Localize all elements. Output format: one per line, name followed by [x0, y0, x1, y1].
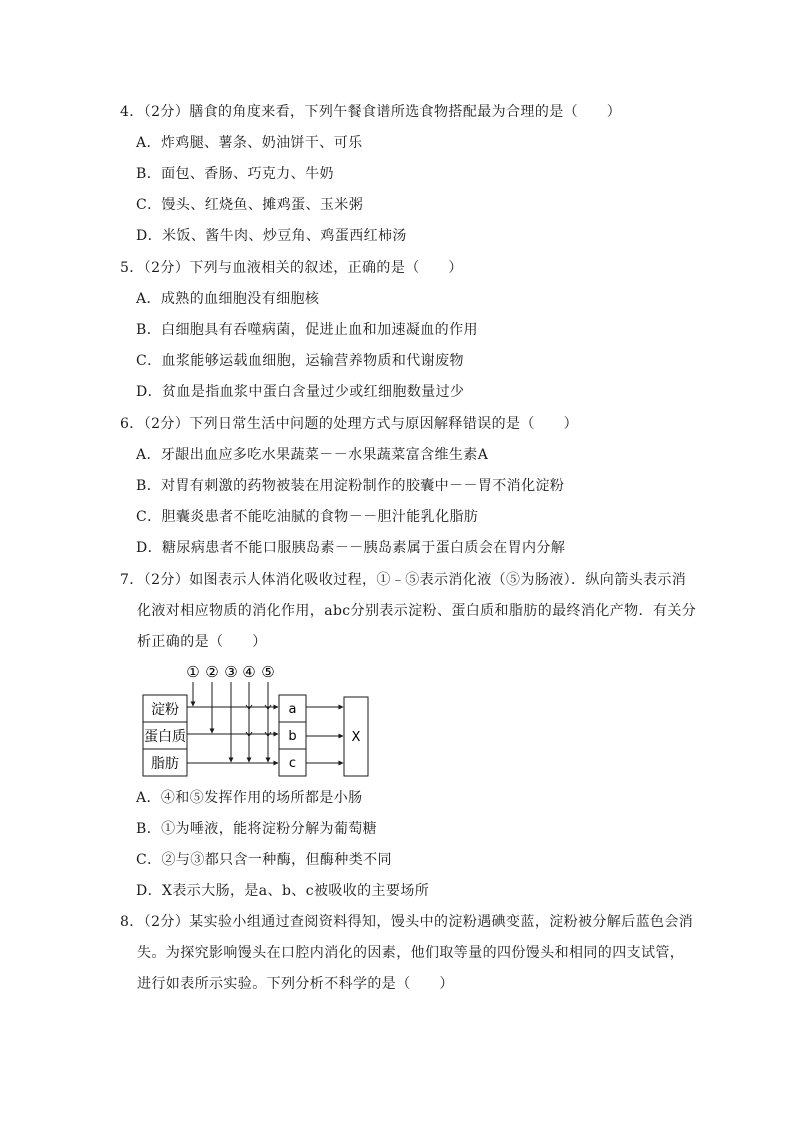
- question-5-option-d: D．贫血是指血浆中蛋白含量过少或红细胞数量过少: [136, 384, 465, 400]
- product-c: c: [288, 756, 297, 771]
- question-6-stem: 6．（2分）下列日常生活中问题的处理方式与原因解释错误的是（ ）: [120, 416, 579, 432]
- question-4-option-b: B．面包、香肠、巧克力、牛奶: [136, 166, 334, 182]
- question-7-option-c: C．②与③都只含一种酶，但酶种类不同: [136, 852, 392, 868]
- question-4-option-d: D．米饭、酱牛肉、炒豆角、鸡蛋西红柿汤: [136, 228, 407, 244]
- question-4-option-a: A．炸鸡腿、薯条、奶油饼干、可乐: [136, 135, 363, 151]
- product-a: a: [288, 702, 297, 717]
- question-7-stem-line-2: 化液对相应物质的消化作用，abc分别表示淀粉、蛋白质和脂肪的最终消化产物．有关分: [137, 603, 697, 619]
- question-4-stem: 4．（2分）膳食的角度来看，下列午餐食谱所选食物搭配最为合理的是（ ）: [120, 104, 622, 120]
- juice-label-4: ④: [242, 663, 256, 681]
- substance-fat: 脂肪: [151, 756, 179, 772]
- question-7-option-b: B．①为唾液，能将淀粉分解为葡萄糖: [136, 821, 378, 837]
- substance-protein: 蛋白质: [144, 729, 186, 745]
- digestion-diagram: [140, 662, 380, 780]
- substance-starch: 淀粉: [151, 702, 179, 718]
- question-7-stem-line-3: 析正确的是（ ）: [137, 634, 267, 650]
- question-6-option-a: A．牙龈出血应多吃水果蔬菜－－水果蔬菜富含维生素A: [136, 447, 489, 463]
- question-8-stem-line-1: 8．（2分）某实验小组通过查阅资料得知，馒头中的淀粉遇碘变蓝，淀粉被分解后蓝色会消: [120, 914, 694, 930]
- juice-label-3: ③: [224, 663, 238, 681]
- juice-label-2: ②: [205, 663, 219, 681]
- question-5-stem: 5．（2分）下列与血液相关的叙述，正确的是（ ）: [120, 260, 463, 276]
- question-5-option-c: C．血浆能够运载血细胞，运输营养物质和代谢废物: [136, 353, 464, 369]
- question-5-option-a: A．成熟的血细胞没有细胞核: [136, 291, 320, 307]
- juice-label-5: ⑤: [261, 663, 275, 681]
- question-6-option-b: B．对胃有刺激的药物被装在用淀粉制作的胶囊中－－胃不消化淀粉: [136, 478, 565, 494]
- destination-label: X: [351, 730, 361, 745]
- question-8-stem-line-2: 失。为探究影响馒头在口腔内消化的因素，他们取等量的四份馒头和相同的四支试管，: [137, 945, 685, 961]
- question-7-option-a: A．④和⑤发挥作用的场所都是小肠: [136, 790, 363, 806]
- juice-label-1: ①: [186, 663, 200, 681]
- question-5-option-b: B．白细胞具有吞噬病菌，促进止血和加速凝血的作用: [136, 322, 478, 338]
- question-6-option-c: C．胆囊炎患者不能吃油腻的食物－－胆汁能乳化脂肪: [136, 509, 479, 525]
- question-4-option-c: C．馒头、红烧鱼、摊鸡蛋、玉米粥: [136, 197, 364, 213]
- question-7-stem-line-1: 7．（2分）如图表示人体消化吸收过程，①﹣⑤表示消化液（⑤为肠液）．纵向箭头表示消: [120, 572, 687, 588]
- question-7-option-d: D．X表示大肠，是a、b、c被吸收的主要场所: [136, 883, 430, 899]
- product-b: b: [288, 729, 297, 744]
- question-8-stem-line-3: 进行如表所示实验。下列分析不科学的是（ ）: [137, 976, 454, 992]
- question-6-option-d: D．糖尿病患者不能口服胰岛素－－胰岛素属于蛋白质会在胃内分解: [136, 540, 566, 556]
